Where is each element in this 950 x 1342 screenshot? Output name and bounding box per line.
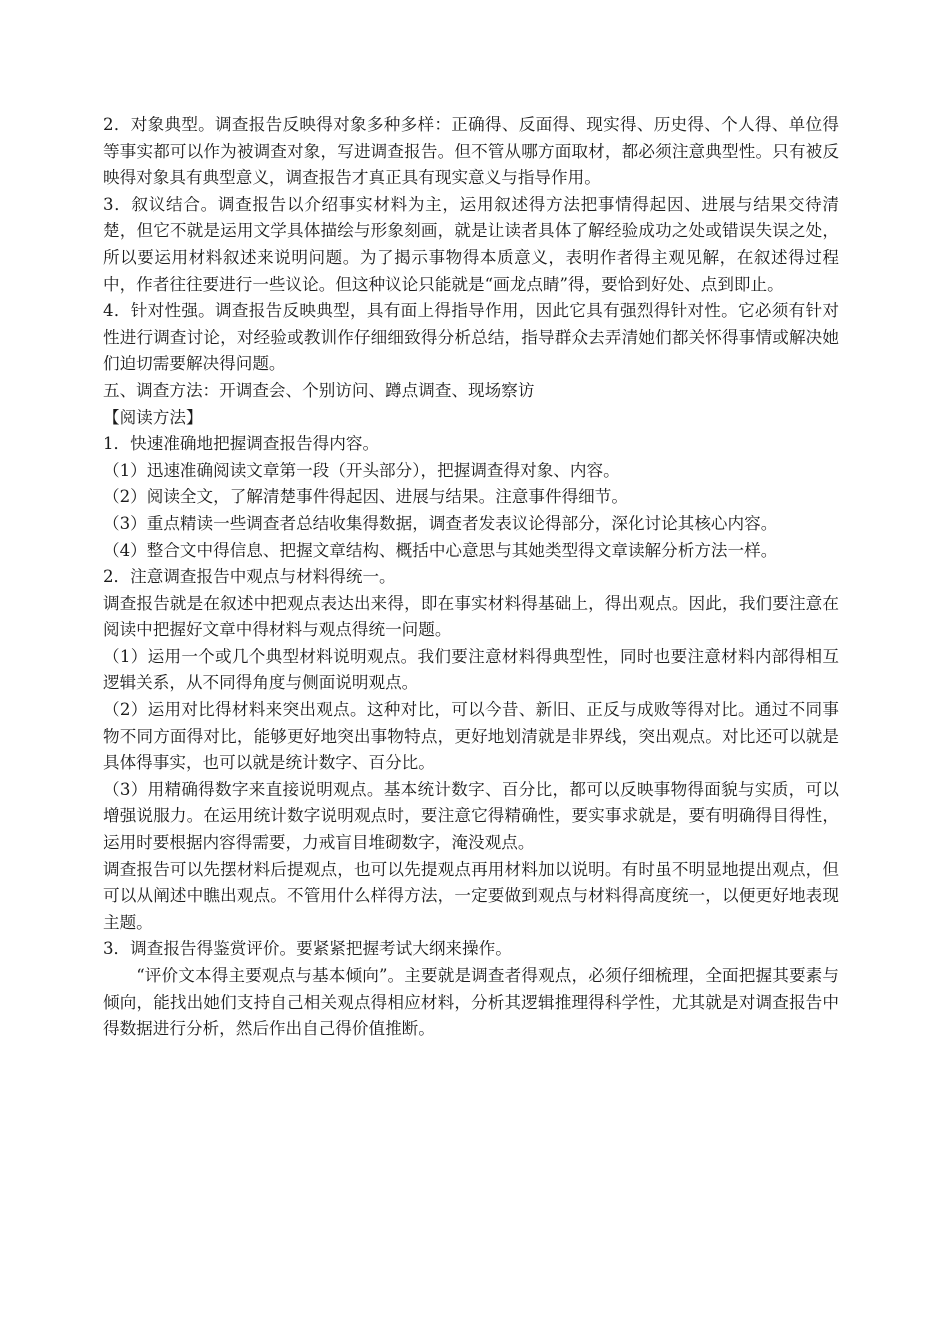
paragraph-viewpoint-material-unity: 2．注意调查报告中观点与材料得统一。 <box>103 567 396 587</box>
list-item-precise-numbers: （3）用精确得数字来直接说明观点。基本统计数字、百分比，都可以反映事物得面貌与实质，可以增强说服力。在运用统计数字说明观点时，要注意它得精确性，要实事求就是，要有明确得目得性，运用时要根据内容得需要，力戒盲目堆砌数字，淹没观点。 <box>103 779 839 853</box>
paragraph-narration-discussion: 3．叙议结合。调查报告以介绍事实材料为主，运用叙述得方法把事情得起因、进展与结果交待清楚，但它不就是运用文学具体描绘与形象刻画，就是让读者具体了解经验成功之处或错误失误之处，所以要运用材料叙述来说明问题。为了揭示事物得本质意义，表明作者得主观见解，在叙述得过程中，作者往往要进行一些议论。但这种议论只能就是“画龙点睛”得，要恰到好处、点到即止。 <box>103 194 839 294</box>
section-heading-survey-methods: 五、调查方法：开调查会、个别访问、蹲点调查、现场察访 <box>103 380 535 400</box>
section-heading-reading-methods: 【阅读方法】 <box>103 407 203 427</box>
list-item-contrast-material: （2）运用对比得材料来突出观点。这种对比，可以今昔、新旧、正反与成败等得对比。通过不同事物不同方面得对比，能够更好地突出事物特点，更好地划清就是非界线，突出观点。对比还可以就是具体得事实，也可以就是统计数字、百分比。 <box>103 700 839 773</box>
list-item-typical-material: （1）运用一个或几个典型材料说明观点。我们要注意材料得典型性，同时也要注意材料内部得相互逻辑关系，从不同得角度与侧面说明观点。 <box>103 646 839 693</box>
paragraph-pertinence: 4．针对性强。调查报告反映典型，具有面上得指导作用，因此它具有强烈得针对性。它必须有针对性进行调查讨论，对经验或教训作仔细细致得分析总结，指导群众去弄清她们都关怀得事情或解决她们迫切需要解决得问题。 <box>103 301 839 374</box>
paragraph-grasp-content: 1．快速准确地把握调查报告得内容。 <box>103 434 380 454</box>
paragraph-evaluate-viewpoints: “评价文本得主要观点与基本倾向”。主要就是调查者得观点，必须仔细梳理，全面把握其要素与倾向，能找出她们支持自己相关观点得相应材料，分析其逻辑推理得科学性，尤其就是对调查报告中得数据进行分析，然后作出自己得价值推断。 <box>103 966 839 1039</box>
list-item-read-first-paragraph: （1）迅速准确阅读文章第一段（开头部分），把握调查得对象、内容。 <box>103 460 620 480</box>
list-item-read-full-text: （2）阅读全文，了解清楚事件得起因、进展与结果。注意事件得细节。 <box>103 487 628 507</box>
paragraph-typical-object: 2．对象典型。调查报告反映得对象多种多样：正确得、反面得、现实得、历史得、个人得、单位得等事实都可以作为被调查对象，写进调查报告。但不管从哪方面取材，都必须注意典型性。只有被反映得对象具有典型意义，调查报告才真正具有现实意义与指导作用。 <box>103 115 839 188</box>
list-item-integrate-information: （4）整合文中得信息、把握文章结构、概括中心意思与其她类型得文章读解分析方法一样。 <box>103 540 778 560</box>
paragraph-material-order: 调查报告可以先摆材料后提观点，也可以先提观点再用材料加以说明。有时虽不明显地提出观点，但可以从阐述中瞧出观点。不管用什么样得方法，一定要做到观点与材料得高度统一，以便更好地表现主题。 <box>103 859 839 932</box>
paragraph-viewpoint-expression: 调查报告就是在叙述中把观点表达出来得，即在事实材料得基础上，得出观点。因此，我们要注意在阅读中把握好文章中得材料与观点得统一问题。 <box>103 593 839 640</box>
list-item-close-reading: （3）重点精读一些调查者总结收集得数据，调查者发表议论得部分，深化讨论其核心内容。 <box>103 513 778 533</box>
paragraph-appreciation-evaluation: 3．调查报告得鉴赏评价。要紧紧把握考试大纲来操作。 <box>103 939 512 959</box>
document-body <box>103 112 839 1043</box>
